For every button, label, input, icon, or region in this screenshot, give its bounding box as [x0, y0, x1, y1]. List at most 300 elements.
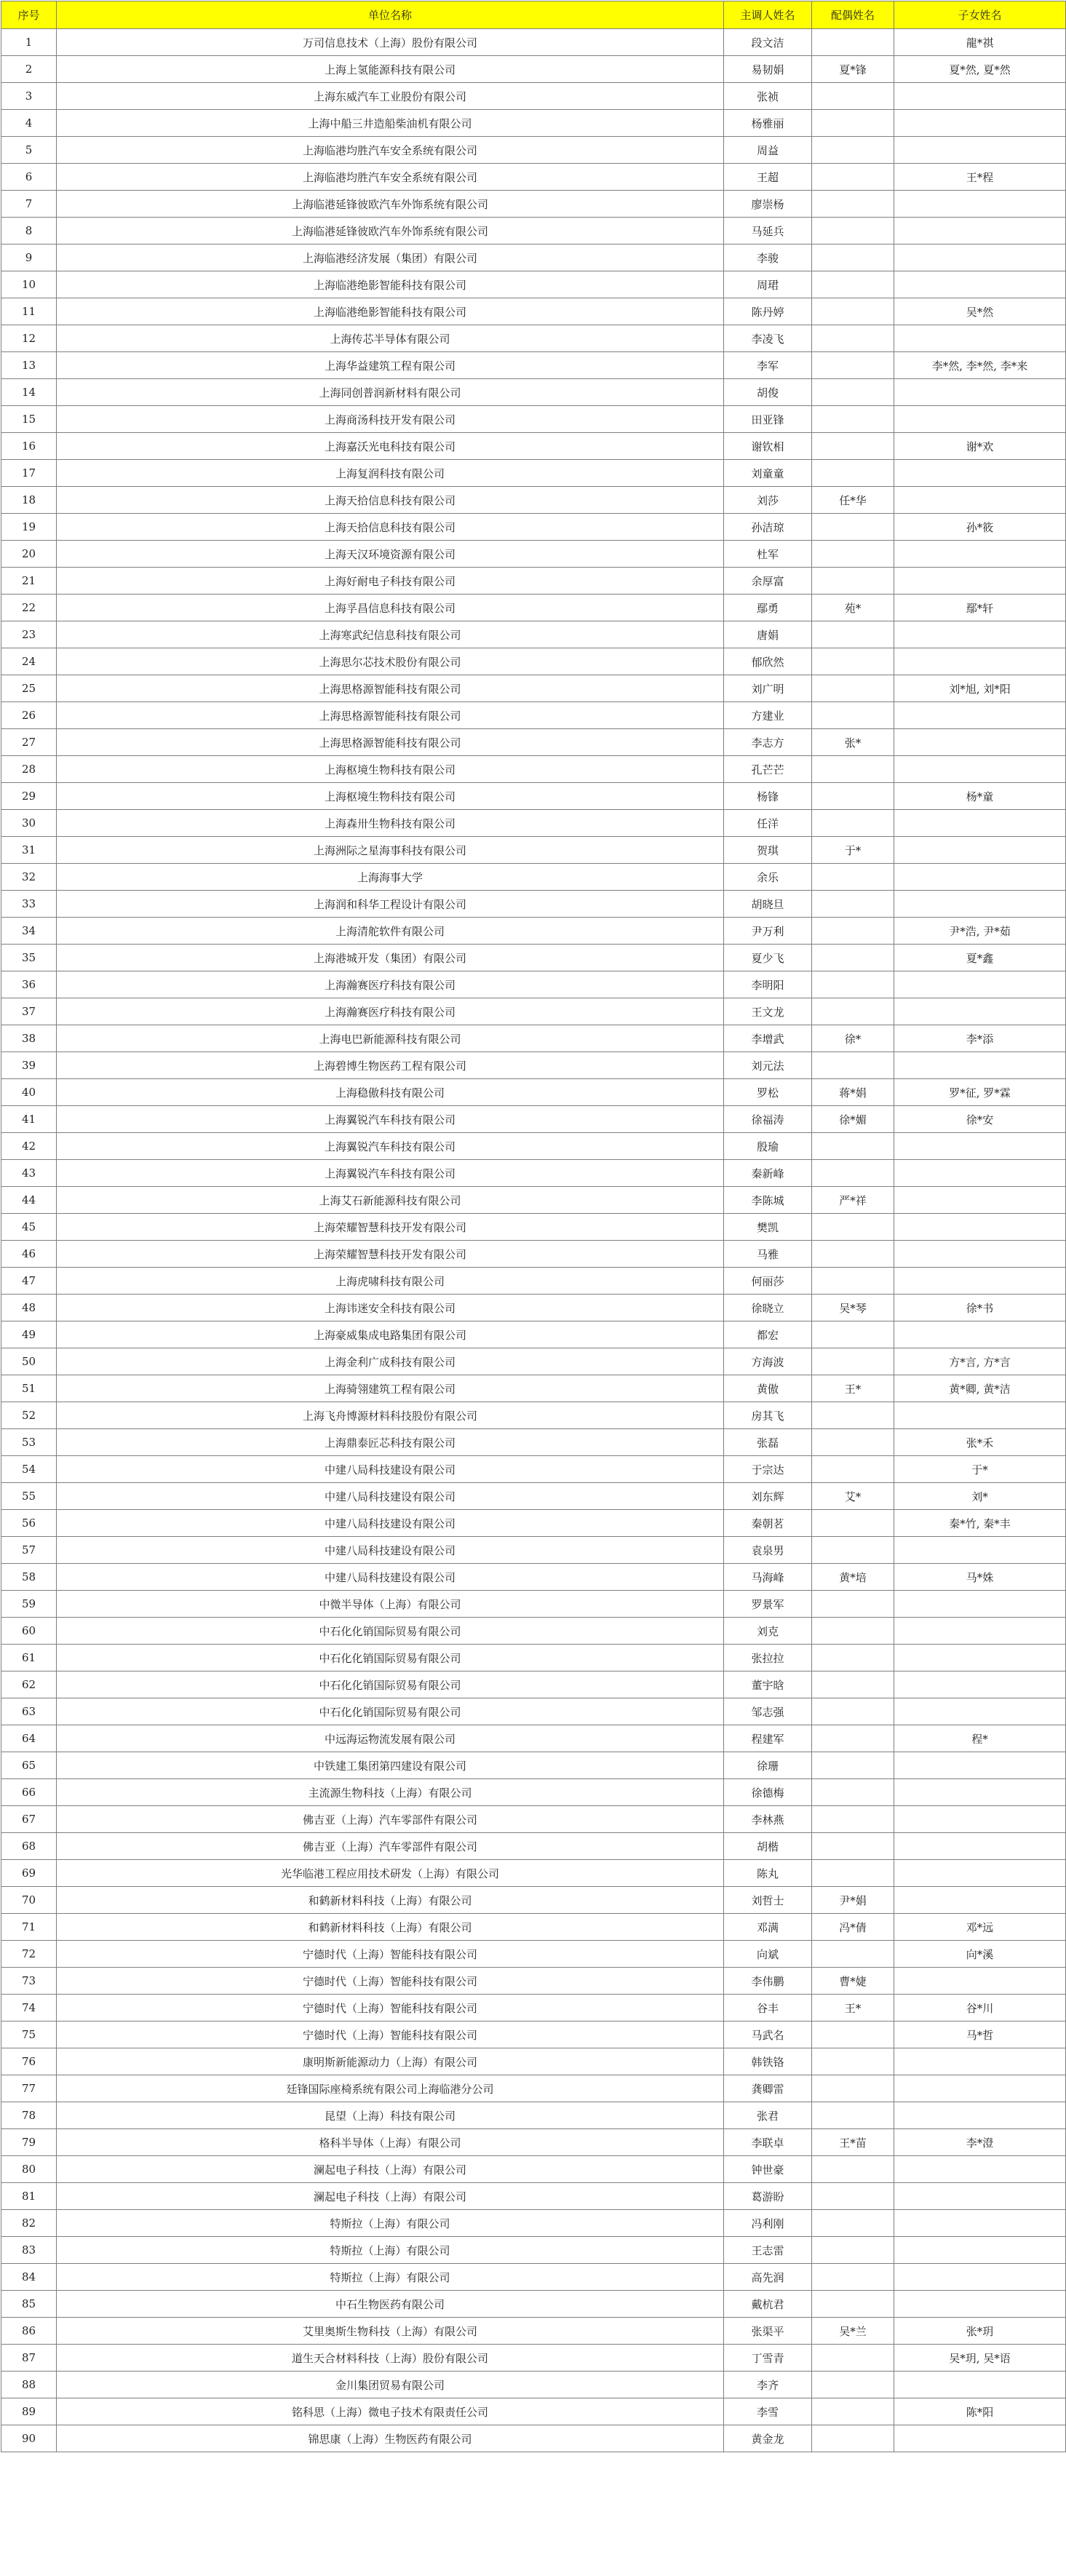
cell-main-applicant: 徐福涛	[724, 1106, 812, 1133]
cell-no: 76	[1, 2048, 57, 2075]
cell-children	[894, 971, 1066, 998]
cell-children	[894, 1779, 1066, 1806]
table-row	[1, 83, 1066, 110]
cell-no: 65	[1, 1752, 57, 1779]
cell-no: 24	[1, 648, 57, 675]
table-row	[1, 2264, 1066, 2291]
cell-no: 57	[1, 1537, 57, 1564]
cell-children	[894, 2156, 1066, 2183]
cell-unit: 上海商汤科技开发有限公司	[57, 406, 724, 433]
cell-spouse	[812, 1402, 894, 1429]
cell-no: 61	[1, 1645, 57, 1671]
cell-main-applicant: 胡楷	[724, 1833, 812, 1860]
table-row	[1, 110, 1066, 137]
cell-spouse	[812, 1321, 894, 1348]
cell-main-applicant: 胡晓旦	[724, 891, 812, 918]
table-row	[1, 1483, 1066, 1510]
cell-no: 18	[1, 487, 57, 514]
cell-no: 59	[1, 1591, 57, 1618]
cell-unit: 澜起电子科技（上海）有限公司	[57, 2156, 724, 2183]
table-row	[1, 1456, 1066, 1483]
cell-unit: 特斯拉（上海）有限公司	[57, 2264, 724, 2291]
cell-no: 64	[1, 1725, 57, 1752]
table-row	[1, 1537, 1066, 1564]
cell-unit: 上海荣耀智慧科技开发有限公司	[57, 1214, 724, 1241]
cell-unit: 上海思格源智能科技有限公司	[57, 729, 724, 756]
cell-main-applicant: 唐娟	[724, 621, 812, 648]
table-header	[1, 1, 1066, 29]
cell-children	[894, 1752, 1066, 1779]
cell-spouse: 徐*媚	[812, 1106, 894, 1133]
table-row	[1, 1402, 1066, 1429]
cell-spouse	[812, 2372, 894, 2398]
cell-main-applicant: 都宏	[724, 1321, 812, 1348]
cell-children	[894, 1052, 1066, 1079]
cell-children	[894, 460, 1066, 487]
cell-unit: 和鹤新材料科技（上海）有限公司	[57, 1914, 724, 1941]
cell-unit: 上海艾石新能源科技有限公司	[57, 1187, 724, 1214]
table-row	[1, 1375, 1066, 1402]
cell-no: 16	[1, 433, 57, 460]
cell-children	[894, 568, 1066, 595]
table-row	[1, 2398, 1066, 2425]
cell-children: 王*程	[894, 164, 1066, 191]
cell-unit: 上海思格源智能科技有限公司	[57, 675, 724, 702]
table-row	[1, 1914, 1066, 1941]
cell-spouse: 蒋*娟	[812, 1079, 894, 1106]
table-row	[1, 379, 1066, 406]
cell-spouse	[812, 406, 894, 433]
cell-main-applicant: 方海波	[724, 1348, 812, 1375]
cell-children	[894, 1133, 1066, 1160]
cell-children: 鄢*轩	[894, 595, 1066, 621]
cell-children: 向*溪	[894, 1941, 1066, 1968]
cell-unit: 中石化化销国际贸易有限公司	[57, 1618, 724, 1645]
cell-no: 25	[1, 675, 57, 702]
cell-no: 85	[1, 2291, 57, 2318]
cell-unit: 和鹤新材料科技（上海）有限公司	[57, 1887, 724, 1914]
cell-children	[894, 1887, 1066, 1914]
table-row	[1, 298, 1066, 325]
cell-unit: 上海碧博生物医药工程有限公司	[57, 1052, 724, 1079]
cell-unit: 特斯拉（上海）有限公司	[57, 2237, 724, 2264]
table-row	[1, 2075, 1066, 2102]
cell-children: 徐*安	[894, 1106, 1066, 1133]
cell-unit: 佛吉亚（上海）汽车零部件有限公司	[57, 1833, 724, 1860]
cell-spouse	[812, 648, 894, 675]
table-row	[1, 864, 1066, 891]
cell-unit: 上海思格源智能科技有限公司	[57, 702, 724, 729]
cell-no: 54	[1, 1456, 57, 1483]
cell-no: 80	[1, 2156, 57, 2183]
table-row	[1, 648, 1066, 675]
cell-children	[894, 271, 1066, 298]
cell-unit: 中建八局科技建设有限公司	[57, 1564, 724, 1591]
cell-no: 37	[1, 998, 57, 1025]
cell-main-applicant: 殷瑜	[724, 1133, 812, 1160]
cell-unit: 金川集团贸易有限公司	[57, 2372, 724, 2398]
cell-spouse	[812, 1671, 894, 1698]
cell-unit: 上海飞舟博源材料科技股份有限公司	[57, 1402, 724, 1429]
cell-spouse	[812, 2156, 894, 2183]
cell-spouse: 尹*娟	[812, 1887, 894, 1914]
cell-main-applicant: 李凌飞	[724, 325, 812, 352]
cell-no: 10	[1, 271, 57, 298]
cell-spouse	[812, 164, 894, 191]
cell-no: 48	[1, 1295, 57, 1321]
table-row	[1, 164, 1066, 191]
header-no: 序号	[1, 1, 57, 29]
table-row	[1, 568, 1066, 595]
cell-children	[894, 1268, 1066, 1295]
cell-unit: 上海同创普润新材料有限公司	[57, 379, 724, 406]
cell-children	[894, 621, 1066, 648]
cell-unit: 上海临港绝影智能科技有限公司	[57, 271, 724, 298]
header-row	[1, 1, 1066, 29]
cell-spouse: 艾*	[812, 1483, 894, 1510]
cell-main-applicant: 方建业	[724, 702, 812, 729]
cell-unit: 廷锋国际座椅系统有限公司上海临港分公司	[57, 2075, 724, 2102]
cell-spouse	[812, 891, 894, 918]
cell-main-applicant: 李联卓	[724, 2129, 812, 2156]
cell-main-applicant: 徐晓立	[724, 1295, 812, 1321]
cell-main-applicant: 郁欣然	[724, 648, 812, 675]
cell-no: 41	[1, 1106, 57, 1133]
cell-children	[894, 1968, 1066, 1995]
cell-no: 30	[1, 810, 57, 837]
cell-main-applicant: 罗景军	[724, 1591, 812, 1618]
cell-unit: 上海豪威集成电路集团有限公司	[57, 1321, 724, 1348]
table-row	[1, 1214, 1066, 1241]
cell-spouse	[812, 1133, 894, 1160]
cell-unit: 上海天拾信息科技有限公司	[57, 514, 724, 541]
cell-spouse	[812, 971, 894, 998]
cell-children	[894, 1698, 1066, 1725]
table-row	[1, 729, 1066, 756]
cell-main-applicant: 胡俊	[724, 379, 812, 406]
cell-children: 吴*玥, 吴*语	[894, 2345, 1066, 2372]
cell-main-applicant: 秦朝茗	[724, 1510, 812, 1537]
cell-no: 63	[1, 1698, 57, 1725]
cell-unit: 上海洲际之星海事科技有限公司	[57, 837, 724, 864]
cell-children: 谷*川	[894, 1995, 1066, 2022]
cell-unit: 上海思尔芯技术股份有限公司	[57, 648, 724, 675]
table-row	[1, 1806, 1066, 1833]
cell-main-applicant: 李林燕	[724, 1806, 812, 1833]
cell-spouse	[812, 191, 894, 218]
table-row	[1, 541, 1066, 568]
cell-no: 50	[1, 1348, 57, 1375]
cell-spouse	[812, 675, 894, 702]
cell-children	[894, 998, 1066, 1025]
cell-no: 1	[1, 29, 57, 56]
cell-unit: 上海临港均胜汽车安全系统有限公司	[57, 164, 724, 191]
cell-spouse	[812, 756, 894, 783]
cell-children	[894, 1833, 1066, 1860]
cell-spouse	[812, 621, 894, 648]
cell-unit: 中微半导体（上海）有限公司	[57, 1591, 724, 1618]
cell-no: 67	[1, 1806, 57, 1833]
cell-main-applicant: 何丽莎	[724, 1268, 812, 1295]
cell-spouse	[812, 1806, 894, 1833]
cell-children: 陈*阳	[894, 2398, 1066, 2425]
cell-no: 60	[1, 1618, 57, 1645]
cell-unit: 上海华益建筑工程有限公司	[57, 352, 724, 379]
cell-main-applicant: 向斌	[724, 1941, 812, 1968]
cell-unit: 上海润和科华工程设计有限公司	[57, 891, 724, 918]
cell-children	[894, 1241, 1066, 1268]
cell-main-applicant: 徐德梅	[724, 1779, 812, 1806]
cell-unit: 上海传芯半导体有限公司	[57, 325, 724, 352]
cell-children	[894, 541, 1066, 568]
cell-main-applicant: 陈丹婷	[724, 298, 812, 325]
cell-children	[894, 406, 1066, 433]
cell-unit: 上海港城开发（集团）有限公司	[57, 945, 724, 971]
table-row	[1, 1752, 1066, 1779]
cell-children: 吴*然	[894, 298, 1066, 325]
cell-main-applicant: 任洋	[724, 810, 812, 837]
cell-unit: 澜起电子科技（上海）有限公司	[57, 2183, 724, 2210]
cell-children: 徐*书	[894, 1295, 1066, 1321]
cell-main-applicant: 刘克	[724, 1618, 812, 1645]
cell-spouse	[812, 1241, 894, 1268]
cell-children: 李*然, 李*然, 李*来	[894, 352, 1066, 379]
cell-spouse	[812, 2102, 894, 2129]
cell-spouse	[812, 2345, 894, 2372]
cell-children	[894, 110, 1066, 137]
cell-main-applicant: 刘元法	[724, 1052, 812, 1079]
cell-main-applicant: 张拉拉	[724, 1645, 812, 1671]
cell-no: 89	[1, 2398, 57, 2425]
cell-no: 77	[1, 2075, 57, 2102]
cell-spouse	[812, 1537, 894, 1564]
table-row	[1, 2210, 1066, 2237]
cell-no: 81	[1, 2183, 57, 2210]
table-row	[1, 1645, 1066, 1671]
cell-main-applicant: 贺琪	[724, 837, 812, 864]
cell-main-applicant: 罗松	[724, 1079, 812, 1106]
cell-no: 84	[1, 2264, 57, 2291]
cell-unit: 上海临港经济发展（集团）有限公司	[57, 245, 724, 271]
cell-no: 73	[1, 1968, 57, 1995]
table-body	[1, 29, 1066, 2452]
cell-spouse	[812, 218, 894, 245]
cell-no: 26	[1, 702, 57, 729]
cell-main-applicant: 廖崇杨	[724, 191, 812, 218]
cell-main-applicant: 戴杭君	[724, 2291, 812, 2318]
table-row	[1, 675, 1066, 702]
cell-unit: 上海清舵软件有限公司	[57, 918, 724, 945]
cell-children	[894, 1160, 1066, 1187]
cell-children	[894, 1214, 1066, 1241]
cell-unit: 宁德时代（上海）智能科技有限公司	[57, 2022, 724, 2048]
table-row	[1, 1618, 1066, 1645]
cell-spouse	[812, 1698, 894, 1725]
cell-children	[894, 2425, 1066, 2452]
cell-unit: 上海森卅生物科技有限公司	[57, 810, 724, 837]
cell-main-applicant: 董宇晗	[724, 1671, 812, 1698]
cell-children: 谢*欢	[894, 433, 1066, 460]
cell-spouse: 任*华	[812, 487, 894, 514]
cell-main-applicant: 王超	[724, 164, 812, 191]
cell-main-applicant: 段文洁	[724, 29, 812, 56]
table-row	[1, 1941, 1066, 1968]
table-row	[1, 2345, 1066, 2372]
table-row	[1, 325, 1066, 352]
cell-main-applicant: 于宗达	[724, 1456, 812, 1483]
cell-children	[894, 1618, 1066, 1645]
cell-spouse	[812, 810, 894, 837]
cell-unit: 中石化化销国际贸易有限公司	[57, 1645, 724, 1671]
cell-main-applicant: 王志雷	[724, 2237, 812, 2264]
cell-no: 90	[1, 2425, 57, 2452]
cell-unit: 上海孚昌信息科技有限公司	[57, 595, 724, 621]
cell-unit: 光华临港工程应用技术研发（上海）有限公司	[57, 1860, 724, 1887]
cell-no: 51	[1, 1375, 57, 1402]
cell-spouse	[812, 1591, 894, 1618]
cell-no: 69	[1, 1860, 57, 1887]
table-row	[1, 2318, 1066, 2345]
cell-unit: 铭科思（上海）微电子技术有限责任公司	[57, 2398, 724, 2425]
cell-unit: 上海复润科技有限公司	[57, 460, 724, 487]
cell-children: 方*言, 方*言	[894, 1348, 1066, 1375]
cell-no: 38	[1, 1025, 57, 1052]
cell-unit: 上海瀚赛医疗科技有限公司	[57, 971, 724, 998]
table-row	[1, 137, 1066, 164]
cell-no: 47	[1, 1268, 57, 1295]
cell-main-applicant: 秦新峰	[724, 1160, 812, 1187]
cell-no: 68	[1, 1833, 57, 1860]
cell-spouse	[812, 325, 894, 352]
table-row	[1, 271, 1066, 298]
cell-no: 27	[1, 729, 57, 756]
table-row	[1, 2022, 1066, 2048]
cell-main-applicant: 孙洁琼	[724, 514, 812, 541]
cell-main-applicant: 周珺	[724, 271, 812, 298]
cell-unit: 上海东威汽车工业股份有限公司	[57, 83, 724, 110]
table-row	[1, 2102, 1066, 2129]
cell-spouse	[812, 864, 894, 891]
cell-main-applicant: 马雅	[724, 1241, 812, 1268]
cell-unit: 特斯拉（上海）有限公司	[57, 2210, 724, 2237]
cell-unit: 上海中船三井造船柴油机有限公司	[57, 110, 724, 137]
cell-spouse	[812, 1941, 894, 1968]
cell-main-applicant: 杜军	[724, 541, 812, 568]
cell-no: 11	[1, 298, 57, 325]
cell-main-applicant: 张祯	[724, 83, 812, 110]
cell-children: 邓*远	[894, 1914, 1066, 1941]
cell-children	[894, 864, 1066, 891]
cell-spouse	[812, 1348, 894, 1375]
cell-spouse	[812, 2398, 894, 2425]
table-row	[1, 891, 1066, 918]
cell-no: 32	[1, 864, 57, 891]
cell-children	[894, 2237, 1066, 2264]
cell-main-applicant: 杨锋	[724, 783, 812, 810]
cell-spouse	[812, 2048, 894, 2075]
cell-children: 张*禾	[894, 1429, 1066, 1456]
cell-main-applicant: 谷丰	[724, 1995, 812, 2022]
cell-no: 4	[1, 110, 57, 137]
cell-main-applicant: 陈丸	[724, 1860, 812, 1887]
table-row	[1, 2425, 1066, 2452]
cell-unit: 中建八局科技建设有限公司	[57, 1456, 724, 1483]
cell-no: 74	[1, 1995, 57, 2022]
table-row	[1, 1133, 1066, 1160]
cell-unit: 主流源生物科技（上海）有限公司	[57, 1779, 724, 1806]
cell-spouse	[812, 2291, 894, 2318]
cell-children	[894, 325, 1066, 352]
cell-children	[894, 648, 1066, 675]
cell-children: 马*哲	[894, 2022, 1066, 2048]
cell-children	[894, 1187, 1066, 1214]
cell-main-applicant: 葛游盼	[724, 2183, 812, 2210]
cell-no: 43	[1, 1160, 57, 1187]
cell-main-applicant: 钟世豪	[724, 2156, 812, 2183]
table-row	[1, 2048, 1066, 2075]
cell-no: 2	[1, 56, 57, 83]
cell-unit: 中建八局科技建设有限公司	[57, 1537, 724, 1564]
cell-spouse	[812, 1456, 894, 1483]
cell-main-applicant: 冯利刚	[724, 2210, 812, 2237]
cell-unit: 道生天合材料科技（上海）股份有限公司	[57, 2345, 724, 2372]
table-row	[1, 29, 1066, 56]
cell-unit: 上海嘉沃光电科技有限公司	[57, 433, 724, 460]
cell-no: 19	[1, 514, 57, 541]
cell-unit: 宁德时代（上海）智能科技有限公司	[57, 1941, 724, 1968]
cell-spouse	[812, 1268, 894, 1295]
table-row	[1, 2156, 1066, 2183]
table-row	[1, 621, 1066, 648]
cell-children	[894, 2291, 1066, 2318]
cell-main-applicant: 夏少飞	[724, 945, 812, 971]
cell-main-applicant: 袁泉男	[724, 1537, 812, 1564]
cell-spouse: 于*	[812, 837, 894, 864]
table-row	[1, 595, 1066, 621]
cell-spouse	[812, 29, 894, 56]
cell-main-applicant: 黄金龙	[724, 2425, 812, 2452]
cell-children: 李*添	[894, 1025, 1066, 1052]
cell-main-applicant: 龚卿雷	[724, 2075, 812, 2102]
cell-children: 秦*竹, 秦*丰	[894, 1510, 1066, 1537]
table-row	[1, 487, 1066, 514]
cell-unit: 上海荣耀智慧科技开发有限公司	[57, 1241, 724, 1268]
roster-table	[1, 1, 1066, 2452]
cell-children	[894, 2075, 1066, 2102]
table-row	[1, 460, 1066, 487]
cell-children	[894, 83, 1066, 110]
cell-children	[894, 1860, 1066, 1887]
table-row	[1, 1295, 1066, 1321]
cell-no: 5	[1, 137, 57, 164]
cell-children	[894, 191, 1066, 218]
cell-children	[894, 1321, 1066, 1348]
cell-unit: 宁德时代（上海）智能科技有限公司	[57, 1995, 724, 2022]
cell-main-applicant: 张渠平	[724, 2318, 812, 2345]
cell-no: 9	[1, 245, 57, 271]
table-row	[1, 2291, 1066, 2318]
cell-main-applicant: 高先润	[724, 2264, 812, 2291]
cell-no: 49	[1, 1321, 57, 1348]
cell-no: 52	[1, 1402, 57, 1429]
cell-main-applicant: 马海峰	[724, 1564, 812, 1591]
cell-unit: 中石化化销国际贸易有限公司	[57, 1671, 724, 1698]
cell-no: 35	[1, 945, 57, 971]
table-row	[1, 783, 1066, 810]
cell-unit: 中石化化销国际贸易有限公司	[57, 1698, 724, 1725]
cell-main-applicant: 李明阳	[724, 971, 812, 998]
cell-spouse	[812, 2237, 894, 2264]
